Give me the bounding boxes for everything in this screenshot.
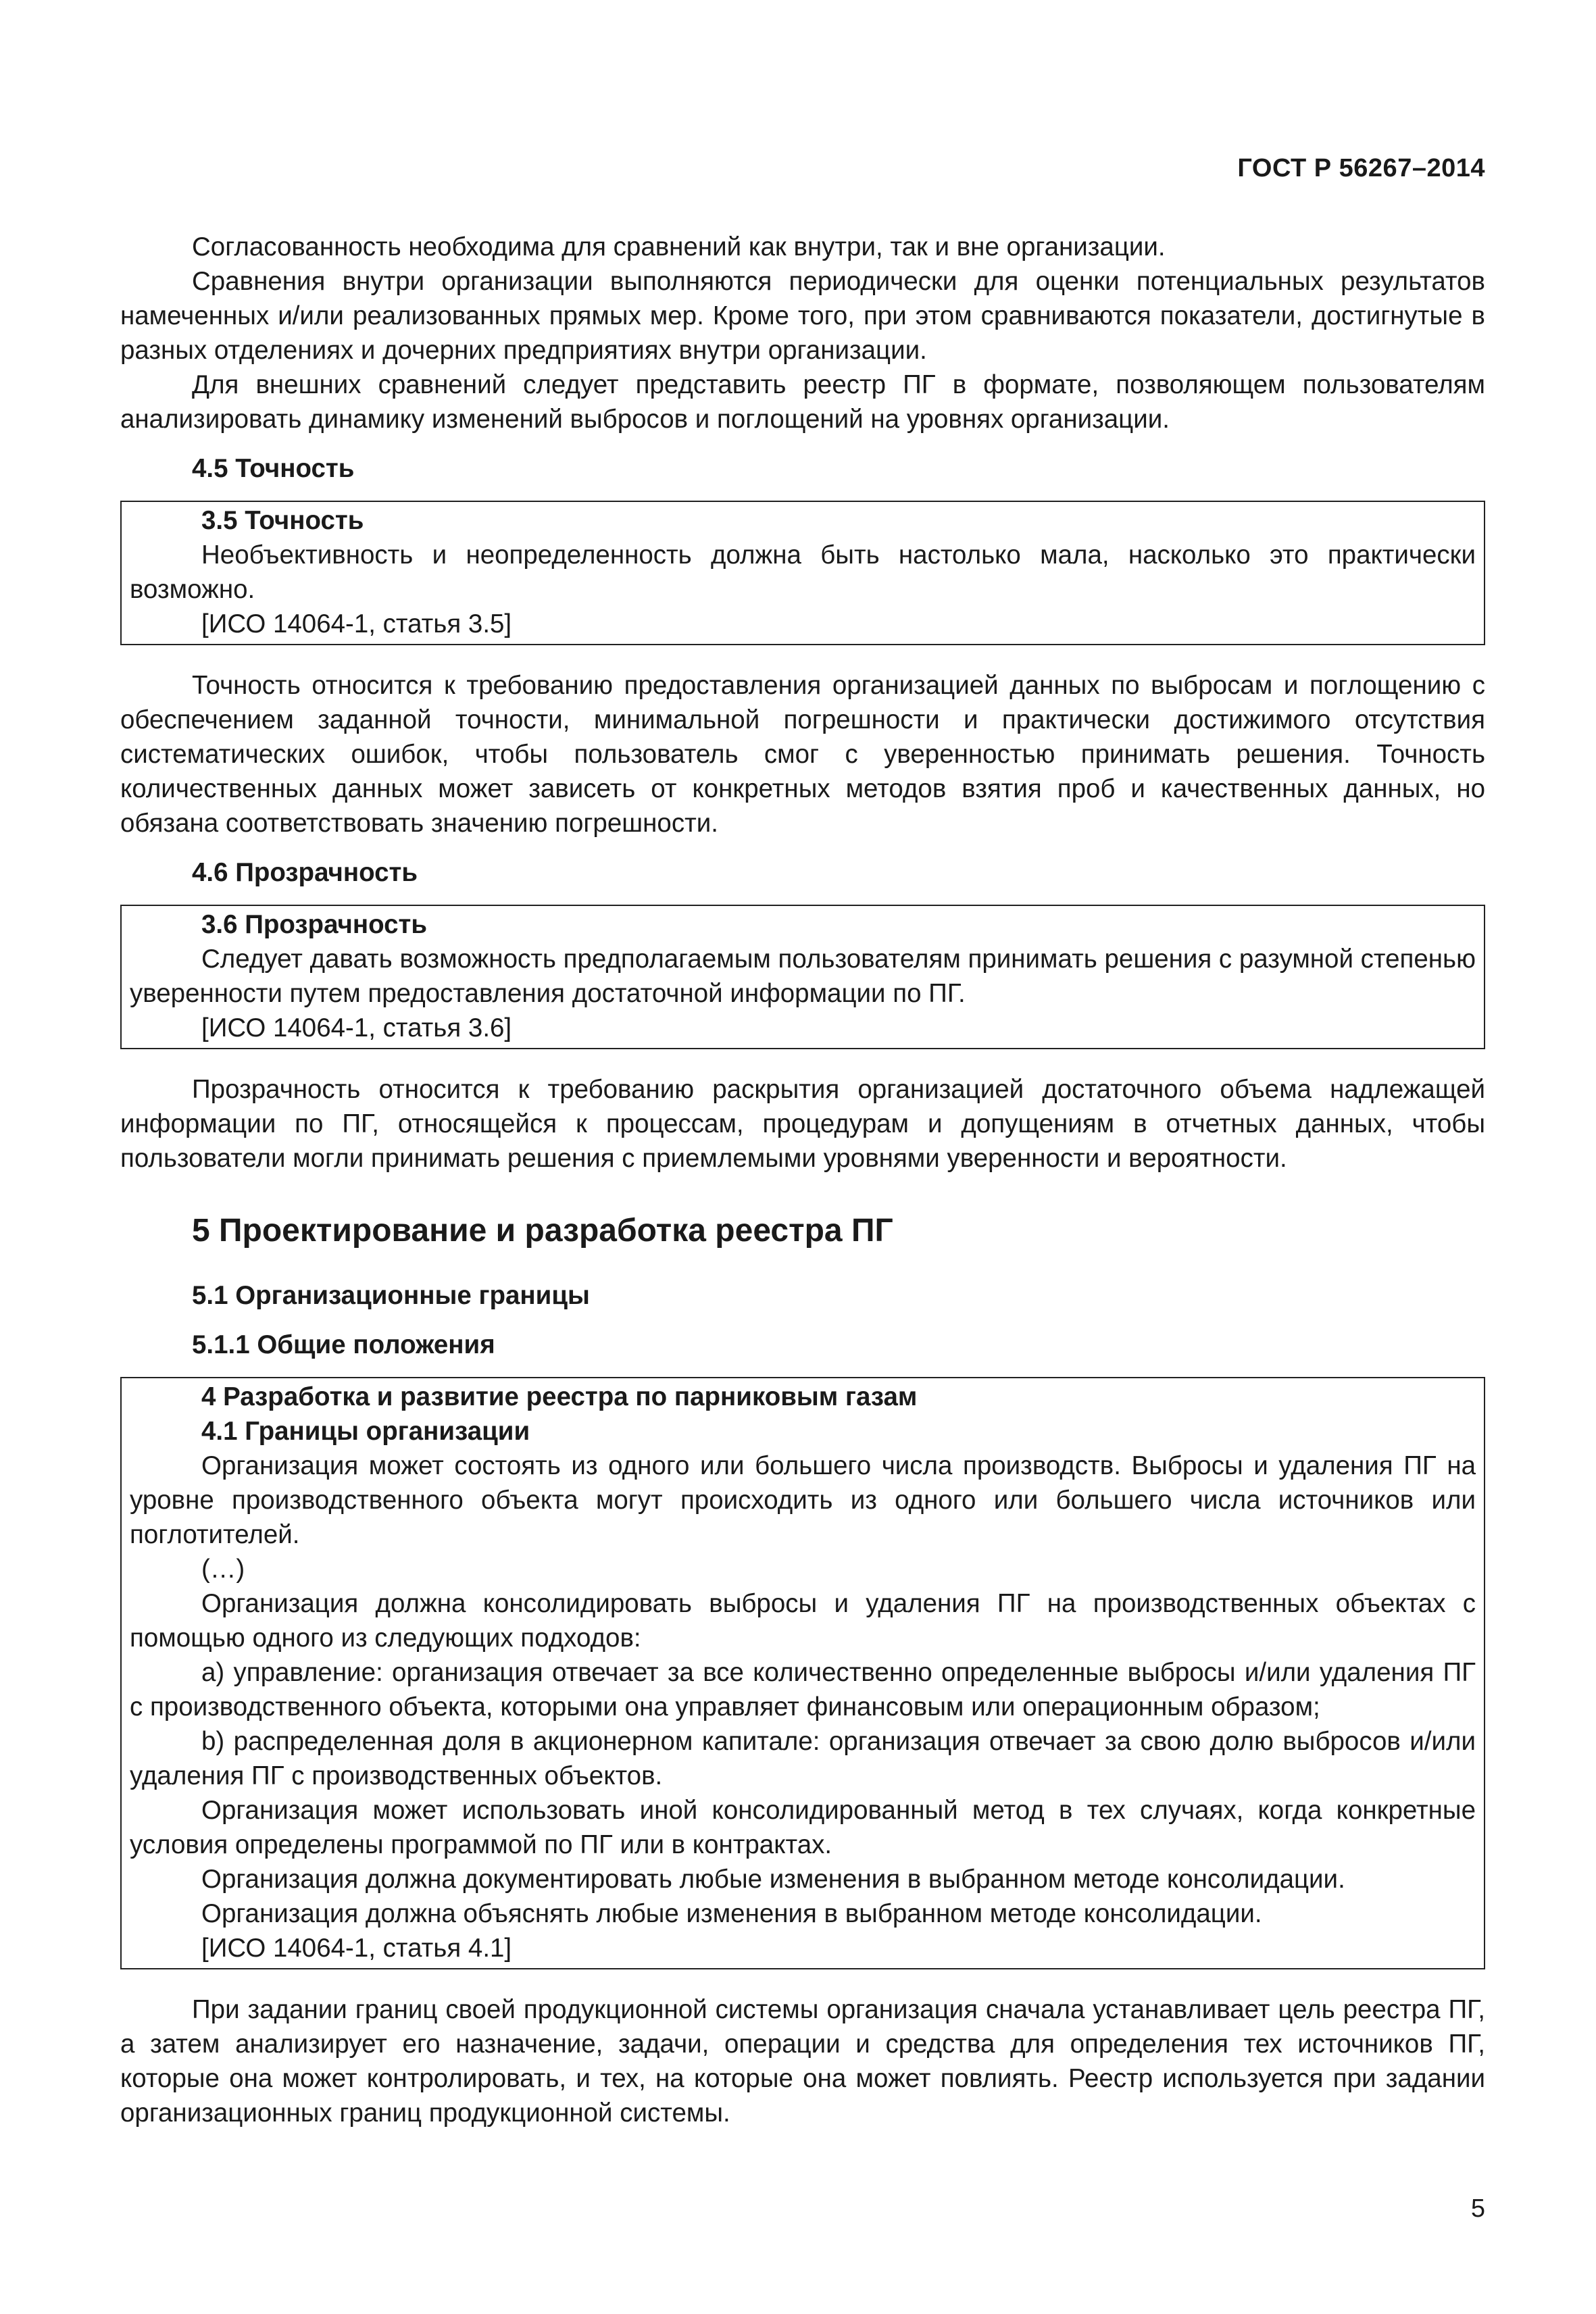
paragraph: Прозрачность относится к требованию раскрытия организацией достаточного объема надлежащей информации по ПГ, относящейся к процессам, процедурам и допущениям в отчетных данных, чтобы пользователи могли принимать решения с приемлемыми уровнями уверенности и вероятности.	[120, 1075, 1485, 1173]
quote-text: Организация должна документировать любые изменения в выбранном методе консолидации.	[201, 1865, 1345, 1894]
quote-text: a) управление: организация отвечает за все количественно определенные выбросы и/или удаления ПГ с производственного объекта, которыми она управляет финансовым или операционным образом;	[130, 1658, 1476, 1721]
quote-text: Организация должна объяснять любые изменения в выбранном методе консолидации.	[201, 1899, 1262, 1928]
quote-text: (…)	[201, 1555, 245, 1584]
quote-text: Организация может использовать иной консолидированный метод в тех случаях, когда конкретные условия определены программой по ПГ или в контрактах.	[130, 1796, 1476, 1859]
quote-box-3-5	[120, 501, 1485, 645]
quote-title: 3.5 Точность	[201, 506, 364, 535]
paragraph: Сравнения внутри организации выполняются периодически для оценки потенциальных результатов намеченных и/или реализованных прямых мер. Кроме того, при этом сравниваются показатели, достигнутые в разных отделениях и дочерних предприятиях внутри организации.	[120, 267, 1485, 365]
section-heading-4-6: 4.6 Прозрачность	[192, 858, 418, 887]
quote-text: Необъективность и неопределенность должна быть настолько мала, насколько это практически возможно.	[130, 540, 1476, 604]
quote-box-3-6	[120, 905, 1485, 1049]
quote-text: Следует давать возможность предполагаемым пользователям принимать решения с разумной степенью уверенности путем предоставления достаточной информации по ПГ.	[130, 945, 1476, 1008]
quote-text: b) распределенная доля в акционерном капитале: организация отвечает за свою долю выбросов и/или удаления ПГ с производственных объектов.	[130, 1727, 1476, 1790]
paragraph: Точность относится к требованию предоставления организацией данных по выбросам и поглощению с обеспечением заданной точности, минимальной погрешности и практически достижимого отсутствия систематических ошибок, чтобы пользователь смог с уверенностью принимать решения. Точность количественных данных может зависеть от конкретных методов взятия проб и качественных данных, но обязана соответствовать значению погрешности.	[120, 671, 1485, 838]
quote-title: 3.6 Прозрачность	[201, 910, 428, 939]
chapter-heading-5: 5 Проектирование и разработка реестра ПГ	[192, 1213, 893, 1249]
document-code: ГОСТ Р 56267–2014	[1237, 154, 1485, 182]
quote-text: Организация может состоять из одного или большего числа производств. Выбросы и удаления ПГ на уровне производственного объекта могут происходить из одного или большего числа источников или поглотителей.	[130, 1451, 1476, 1549]
quote-reference: [ИСО 14064-1, статья 3.6]	[201, 1013, 512, 1042]
page-number: 5	[1470, 2194, 1485, 2223]
quote-box-4-1	[120, 1377, 1485, 1969]
document-content	[120, 230, 1485, 2130]
quote-subtitle: 4.1 Границы организации	[201, 1417, 530, 1446]
quote-text: Организация должна консолидировать выбросы и удаления ПГ на производственных объектах с помощью одного из следующих подходов:	[130, 1589, 1476, 1653]
quote-reference: [ИСО 14064-1, статья 3.5]	[201, 609, 512, 638]
paragraph: Для внешних сравнений следует представить реестр ПГ в формате, позволяющем пользователям анализировать динамику изменений выбросов и поглощений на уровнях организации.	[120, 370, 1485, 434]
section-heading-4-5: 4.5 Точность	[192, 454, 355, 483]
quote-reference: [ИСО 14064-1, статья 4.1]	[201, 1934, 512, 1963]
section-heading-5-1-1: 5.1.1 Общие положения	[192, 1330, 495, 1359]
section-heading-5-1: 5.1 Организационные границы	[192, 1281, 590, 1310]
paragraph: Согласованность необходима для сравнений как внутри, так и вне организации.	[192, 232, 1166, 261]
quote-title: 4 Разработка и развитие реестра по парниковым газам	[201, 1382, 918, 1411]
paragraph: При задании границ своей продукционной системы организация сначала устанавливает цель реестра ПГ, а затем анализирует его назначение, задачи, операции и средства для определения тех источников ПГ, которые она может контролировать, и тех, на которые она может повлиять. Реестр используется при задании организационных границ продукционной системы.	[120, 1995, 1485, 2128]
